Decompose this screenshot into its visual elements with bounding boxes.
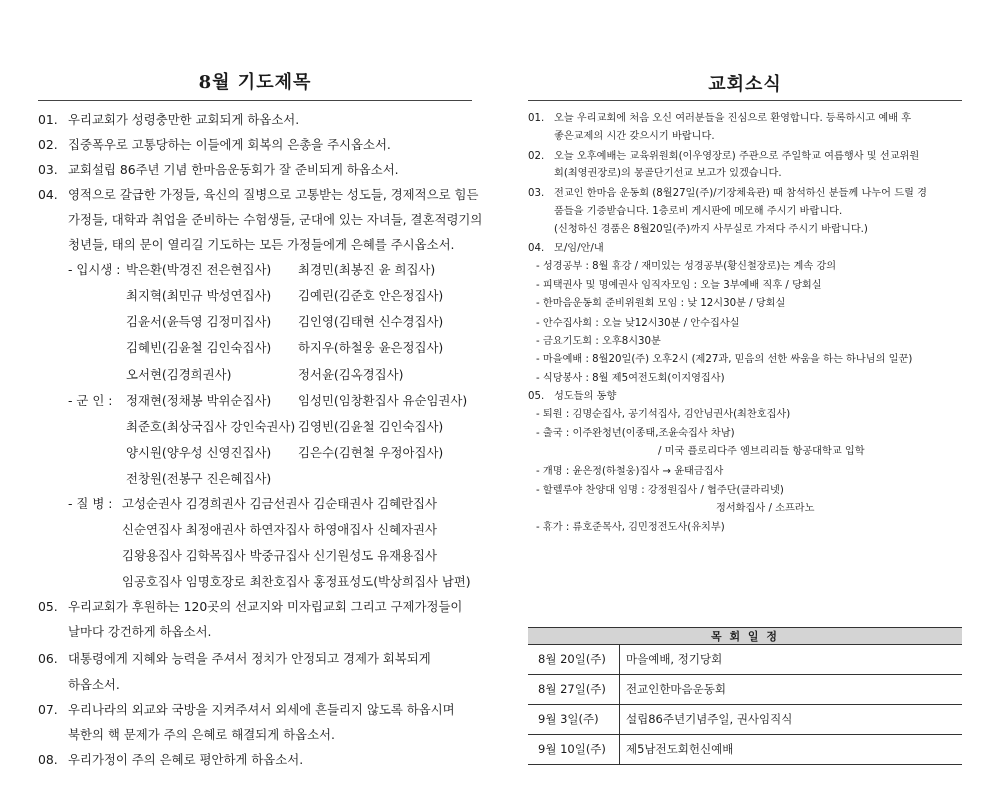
army-name: 김영빈(김윤철 김인숙집사) (298, 419, 444, 434)
army-name: 최준호(최상국집사 강인숙권사) (126, 419, 296, 434)
prayer-item-1: 01. 우리교회가 성령충만한 교회되게 하옵소서. (38, 112, 300, 127)
army-name: 정재현(정채봉 박위순집사) (126, 393, 272, 408)
news-item-2-cont: 회(최영권장로)의 몽골단기선교 보고가 있겠습니다. (554, 168, 782, 179)
news-title-rule (528, 100, 962, 101)
news-title: 교회소식 (708, 74, 782, 95)
schedule-date: 8월 20일(주) (528, 645, 620, 674)
army-name: 김은수(김현철 우정아집사) (298, 445, 444, 460)
prayer-item-4: 04. 영적으로 갈급한 가정들, 육신의 질병으로 고통받는 성도들, 경제적으로 힘든 (38, 187, 479, 202)
exam-name: 김윤서(윤득영 김정미집사) (126, 314, 272, 329)
member-news-item: - 할렐루야 찬양대 임명 : 강정원집사 / 협주단(클라리넷) (536, 485, 784, 496)
prayer-title: 8월 기도제목 (198, 72, 312, 93)
army-name: 임성민(임창환집사 유순임권사) (298, 393, 468, 408)
news-item-1-cont: 좋은교제의 시간 갖으시기 바랍니다. (554, 131, 715, 142)
table-row (528, 675, 962, 705)
schedule-event: 전교인한마음운동회 (626, 682, 726, 696)
schedule-event: 마을예배, 정기당회 (626, 652, 723, 666)
sick-label: - 질 병 : (68, 496, 113, 511)
prayer-item-4-cont: 청년들, 태의 문이 열리길 기도하는 모든 가정들에게 은혜를 주시옵소서. (68, 237, 455, 252)
sick-names: 김왕용집사 김학목집사 박중규집사 신기원성도 유재용집사 (122, 548, 437, 563)
news-item-1: 01. 오늘 우리교회에 처음 오신 여러분들을 진심으로 환영합니다. 등록하시고 예배 후 (528, 113, 912, 124)
member-news-cont: 정서화집사 / 소프라노 (716, 503, 815, 514)
army-label: - 군 인 : (68, 393, 113, 408)
schedule-table (528, 627, 962, 765)
exam-label: - 입시생 : (68, 262, 121, 277)
table-row (528, 645, 962, 675)
exam-name: 김인영(김태현 신수경집사) (298, 314, 444, 329)
exam-name: 하지우(하철웅 윤은정집사) (298, 340, 444, 355)
prayer-item-4-cont: 가정들, 대학과 취업을 준비하는 수험생들, 군대에 있는 자녀들, 결혼적령기의 (68, 212, 483, 227)
sick-names: 고성순권사 김경희권사 김금선권사 김순태권사 김혜란집사 (122, 496, 437, 511)
schedule-title: 목 회 일 정 (528, 627, 962, 645)
table-row (528, 705, 962, 735)
news-item-2: 02. 오늘 오후예배는 교육위원회(이우영장로) 주관으로 주일학교 여름행사 및 선교위원 (528, 151, 920, 162)
army-name: 전창원(전봉구 진은혜집사) (126, 471, 272, 486)
meeting-item: - 식당봉사 : 8월 제5여전도회(이지영집사) (536, 373, 725, 384)
news-item-4: 04. 모/임/안/내 (528, 243, 604, 254)
prayer-item-8: 08. 우리가정이 주의 은혜로 평안하게 하옵소서. (38, 752, 304, 767)
schedule-date: 9월 3일(주) (528, 705, 620, 734)
member-news-cont: / 미국 플로리다주 엠브리리들 항공대학교 입학 (658, 446, 865, 457)
prayer-title-rule (38, 100, 472, 101)
exam-name: 최경민(최봉진 윤 희집사) (298, 262, 436, 277)
meeting-item: - 한마음운동회 준비위원회 모임 : 낮 12시30분 / 당회실 (536, 298, 786, 309)
schedule-date: 8월 27일(주) (528, 675, 620, 704)
table-row (528, 735, 962, 765)
exam-name: 최지혁(최민규 박성연집사) (126, 288, 272, 303)
exam-name: 정서윤(김옥경집사) (298, 367, 404, 382)
sick-names: 임공호집사 임명호장로 최찬호집사 홍정표성도(박상희집사 남편) (122, 574, 471, 589)
prayer-item-3: 03. 교회설립 86주년 기념 한마음운동회가 잘 준비되게 하옵소서. (38, 162, 399, 177)
meeting-item: - 마을예배 : 8월20일(주) 오후2시 (제27과, 믿음의 선한 싸움을 하는 하나님의 일꾼) (536, 354, 913, 365)
prayer-item-5: 05. 우리교회가 후원하는 120곳의 선교지와 미자립교회 그리고 구제가정들이 (38, 599, 463, 614)
news-item-5: 05. 성도들의 동향 (528, 391, 617, 402)
news-item-3-cont: (신청하신 경품은 8월20일(주)까지 사무실로 가져다 주시기 바랍니다.) (554, 224, 868, 235)
meeting-item: - 안수집사회 : 오늘 낮12시30분 / 안수집사실 (536, 318, 740, 329)
meeting-item: - 피택권사 및 명예권사 임직자모임 : 오늘 3부예배 직후 / 당회실 (536, 280, 822, 291)
meeting-item: - 성경공부 : 8월 휴강 / 재미있는 성경공부(황신철장로)는 계속 강의 (536, 261, 837, 272)
member-news-item: - 개명 : 윤은정(하철웅)집사 → 윤태금집사 (536, 466, 724, 477)
army-name: 양시원(양우성 신영진집사) (126, 445, 272, 460)
prayer-item-7-cont: 북한의 핵 문제가 주의 은혜로 해결되게 하옵소서. (68, 727, 335, 742)
member-news-item: - 휴가 : 류호준목사, 김민정전도사(유치부) (536, 522, 725, 533)
schedule-event: 제5남전도회헌신예배 (626, 742, 734, 756)
sick-names: 신순연집사 최정애권사 하연자집사 하영애집사 신혜자권사 (122, 522, 437, 537)
prayer-item-6: 06. 대통령에게 지혜와 능력을 주셔서 정치가 안정되고 경제가 회복되게 (38, 651, 431, 666)
exam-name: 김예린(김준호 안은정집사) (298, 288, 444, 303)
schedule-event: 설립86주년기념주일, 권사임직식 (626, 712, 793, 726)
news-item-3-cont: 품들을 기증받습니다. 1층로비 게시판에 메모해 주시기 바랍니다. (554, 206, 843, 217)
news-item-3: 03. 전교인 한마음 운동회 (8월27일(주)/기장체육관) 때 참석하신 분들께 나누어 드릴 경 (528, 188, 927, 199)
meeting-item: - 금요기도회 : 오후8시30분 (536, 336, 661, 347)
prayer-item-7: 07. 우리나라의 외교와 국방을 지켜주셔서 외세에 흔들리지 않도록 하옵시며 (38, 702, 455, 717)
prayer-item-5-cont: 날마다 강건하게 하옵소서. (68, 624, 212, 639)
prayer-item-6-cont: 하옵소서. (68, 677, 120, 692)
schedule-date: 9월 10일(주) (528, 735, 620, 764)
member-news-item: - 출국 : 이주완청년(이종태,조윤숙집사 차남) (536, 428, 735, 439)
exam-name: 박은환(박경진 전은현집사) (126, 262, 272, 277)
exam-name: 김혜빈(김윤철 김인숙집사) (126, 340, 272, 355)
prayer-item-2: 02. 집중폭우로 고통당하는 이들에게 회복의 은총을 주시옵소서. (38, 137, 391, 152)
exam-name: 오서현(김경희권사) (126, 367, 232, 382)
member-news-item: - 퇴원 : 김명순집사, 공기석집사, 김안님권사(최찬호집사) (536, 409, 791, 420)
